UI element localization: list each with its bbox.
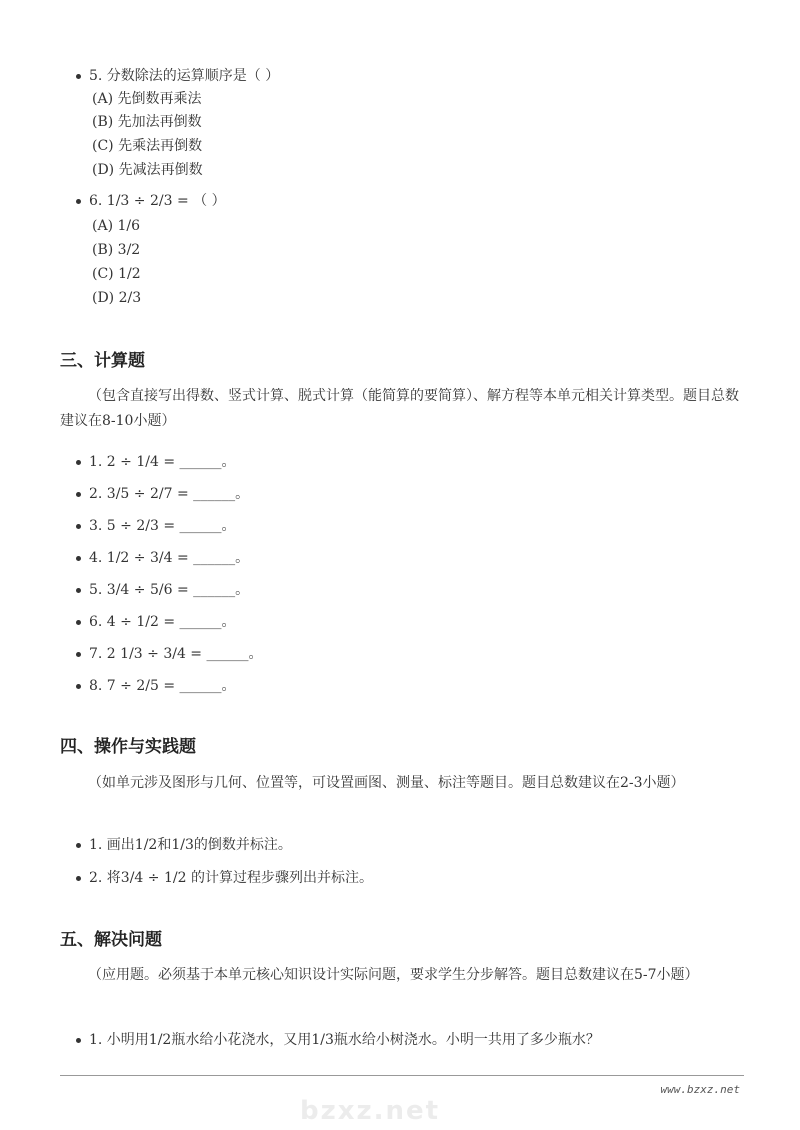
bullet-icon (76, 588, 81, 593)
option: (C) 1/2 (92, 266, 141, 282)
bullet-icon (76, 843, 81, 848)
option: (D) 先减法再倒数 (92, 162, 203, 178)
bullet-icon (76, 524, 81, 529)
section-heading: 五、解决问题 (60, 930, 162, 950)
bullet-icon (76, 652, 81, 657)
question-6 (76, 191, 226, 211)
bullet-icon (76, 74, 81, 79)
footer-url: www.bzxz.net (660, 1083, 740, 1096)
list-item (76, 516, 236, 536)
footer-divider (60, 1075, 744, 1076)
item-text: 4. 1/2 ÷ 3/4 = ______。 (89, 550, 250, 566)
section-heading: 四、操作与实践题 (60, 737, 196, 757)
list-item (76, 1030, 600, 1050)
question-5 (76, 66, 279, 86)
option: (C) 先乘法再倒数 (92, 138, 203, 154)
item-text: 6. 4 ÷ 1/2 = ______。 (89, 614, 236, 630)
list-item (76, 612, 236, 632)
list-item (76, 835, 292, 855)
bullet-icon (76, 1038, 81, 1043)
list-item (76, 868, 373, 888)
section-heading: 三、计算题 (60, 351, 145, 371)
question-stem: 6. 1/3 ÷ 2/3 = （ ） (89, 193, 226, 209)
option: (B) 3/2 (92, 242, 141, 258)
option: (A) 先倒数再乘法 (92, 91, 202, 107)
list-item (76, 484, 249, 504)
list-item (76, 644, 263, 664)
item-text: 2. 将3/4 ÷ 1/2 的计算过程步骤列出并标注。 (89, 870, 373, 886)
section-description: （包含直接写出得数、竖式计算、脱式计算（能简算的要简算）、解方程等本单元相关计算类型。题目总数建议在8-10小题） (60, 388, 739, 429)
bullet-icon (76, 199, 81, 204)
option: (A) 1/6 (92, 218, 141, 234)
bullet-icon (76, 492, 81, 497)
item-text: 1. 小明用1/2瓶水给小花浇水，又用1/3瓶水给小树浇水。小明一共用了多少瓶水？ (89, 1032, 600, 1048)
bullet-icon (76, 620, 81, 625)
item-text: 5. 3/4 ÷ 5/6 = ______。 (89, 582, 250, 598)
bullet-icon (76, 460, 81, 465)
item-text: 1. 2 ÷ 1/4 = ______。 (89, 454, 236, 470)
option: (B) 先加法再倒数 (92, 114, 202, 130)
list-item (76, 676, 236, 696)
option: (D) 2/3 (92, 290, 142, 306)
watermark: bzxz.net (300, 1096, 441, 1126)
item-text: 2. 3/5 ÷ 2/7 = ______。 (89, 486, 250, 502)
list-item (76, 548, 249, 568)
item-text: 8. 7 ÷ 2/5 = ______。 (89, 678, 236, 694)
item-text: 3. 5 ÷ 2/3 = ______。 (89, 518, 236, 534)
section-description: （如单元涉及图形与几何、位置等，可设置画图、测量、标注等题目。题目总数建议在2-3小题） (88, 775, 685, 791)
list-item (76, 452, 236, 472)
item-text: 1. 画出1/2和1/3的倒数并标注。 (89, 837, 292, 853)
section-description: （应用题。必须基于本单元核心知识设计实际问题，要求学生分步解答。题目总数建议在5-7小题） (88, 967, 699, 983)
list-item (76, 580, 249, 600)
item-text: 7. 2 1/3 ÷ 3/4 = ______。 (89, 646, 263, 662)
question-stem: 5. 分数除法的运算顺序是（ ） (89, 68, 280, 84)
bullet-icon (76, 876, 81, 881)
bullet-icon (76, 556, 81, 561)
bullet-icon (76, 684, 81, 689)
